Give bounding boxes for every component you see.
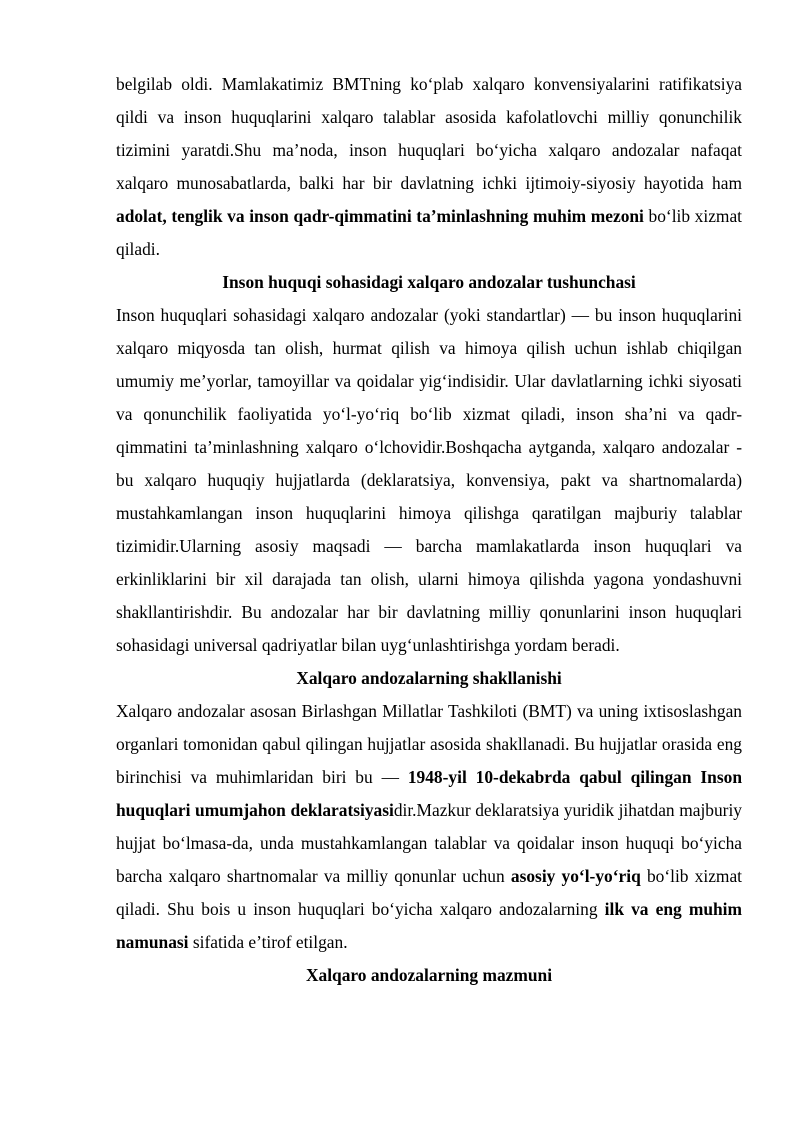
bold-run: 1948-yil 10-dekabrda qabul qilingan Inson huquqlari umumjahon deklaratsiyasi <box>116 767 742 820</box>
paragraph-formation <box>116 695 742 959</box>
section-heading-content: Xalqaro andozalarning mazmuni <box>305 965 553 985</box>
bold-run: asosiy yo‘l-yo‘riq <box>510 866 641 886</box>
text-run: bo‘lib xizmat qiladi. <box>116 206 742 259</box>
text-run: belgilab oldi. Mamlakatimiz BMTning ko‘plab xalqaro konvensiyalarini ratifikatsiya qildi va inson huquqlarini xalqaro talablar asosida kafolatlovchi milliy qonunchilik tizimini yaratdi.Shu ma’noda, inson huquqlari bo‘yicha xalqaro andozalar nafaqat xalqaro munosabatlarda, balki har bir davlatning ichki ijtimoiy-siyosiy hayotida ham <box>116 74 742 193</box>
section-heading-formation: Xalqaro andozalarning shakllanishi <box>296 668 562 688</box>
paragraph-intro <box>116 68 742 266</box>
bold-run: adolat, tenglik va inson qadr-qimmatini ta’minlashning muhim mezoni <box>116 206 644 226</box>
text-run: sifatida e’tirof etilgan. <box>188 932 348 952</box>
section-heading-concept: Inson huquqi sohasidagi xalqaro andozalar tushunchasi <box>222 272 636 292</box>
bold-run: ilk va eng muhim namunasi <box>116 899 742 952</box>
text-run: Xalqaro andozalar asosan Birlashgan Millatlar Tashkiloti (BMT) va uning ixtisoslashgan organlari tomonidan qabul qilingan hujjatlar asosida shakllanadi. Bu hujjatlar orasida eng birinchisi va muhimlaridan biri bu — <box>116 701 742 787</box>
text-run: bo‘lib xizmat qiladi. Shu bois u inson huquqlari bo‘yicha xalqaro andozalarning <box>116 866 742 919</box>
text-run: dir.Mazkur deklaratsiya yuridik jihatdan majburiy hujjat bo‘lmasa-da, unda mustahkamlangan talablar va qoidalar inson huquqi bo‘yicha barcha xalqaro shartnomalar va milliy qonunlar uchun <box>116 800 742 886</box>
paragraph-concept: Inson huquqlari sohasidagi xalqaro andozalar (yoki standartlar) — bu inson huquqlarini xalqaro miqyosda tan olish, hurmat qilish va himoya qilish uchun ishlab chiqilgan umumiy me’yorlar, tamoyillar va qoidalar yig‘indisidir. Ular davlatlarning ichki siyosati va qonunchilik faoliyatida yo‘l-yo‘riq bo‘lib xizmat qiladi, inson sha’ni va qadr-qimmatini ta’minlashning xalqaro o‘lchovidir.Boshqacha aytganda, xalqaro andozalar - bu xalqaro huquqiy hujjatlarda (deklaratsiya, konvensiya, pakt va shartnomalarda) mustahkamlangan inson huquqlarini himoya qilishga qaratilgan majburiy talablar tizimidir.Ularning asosiy maqsadi — barcha mamlakatlarda inson huquqlari va erkinliklarini bir xil darajada tan olish, ularni himoya qilishda yagona yondashuvni shakllantirishdir. Bu andozalar har bir davlatning milliy qonunlarini inson huquqlari sohasidagi universal qadriyatlar bilan uyg‘unlashtirishga yordam beradi. <box>116 305 742 655</box>
